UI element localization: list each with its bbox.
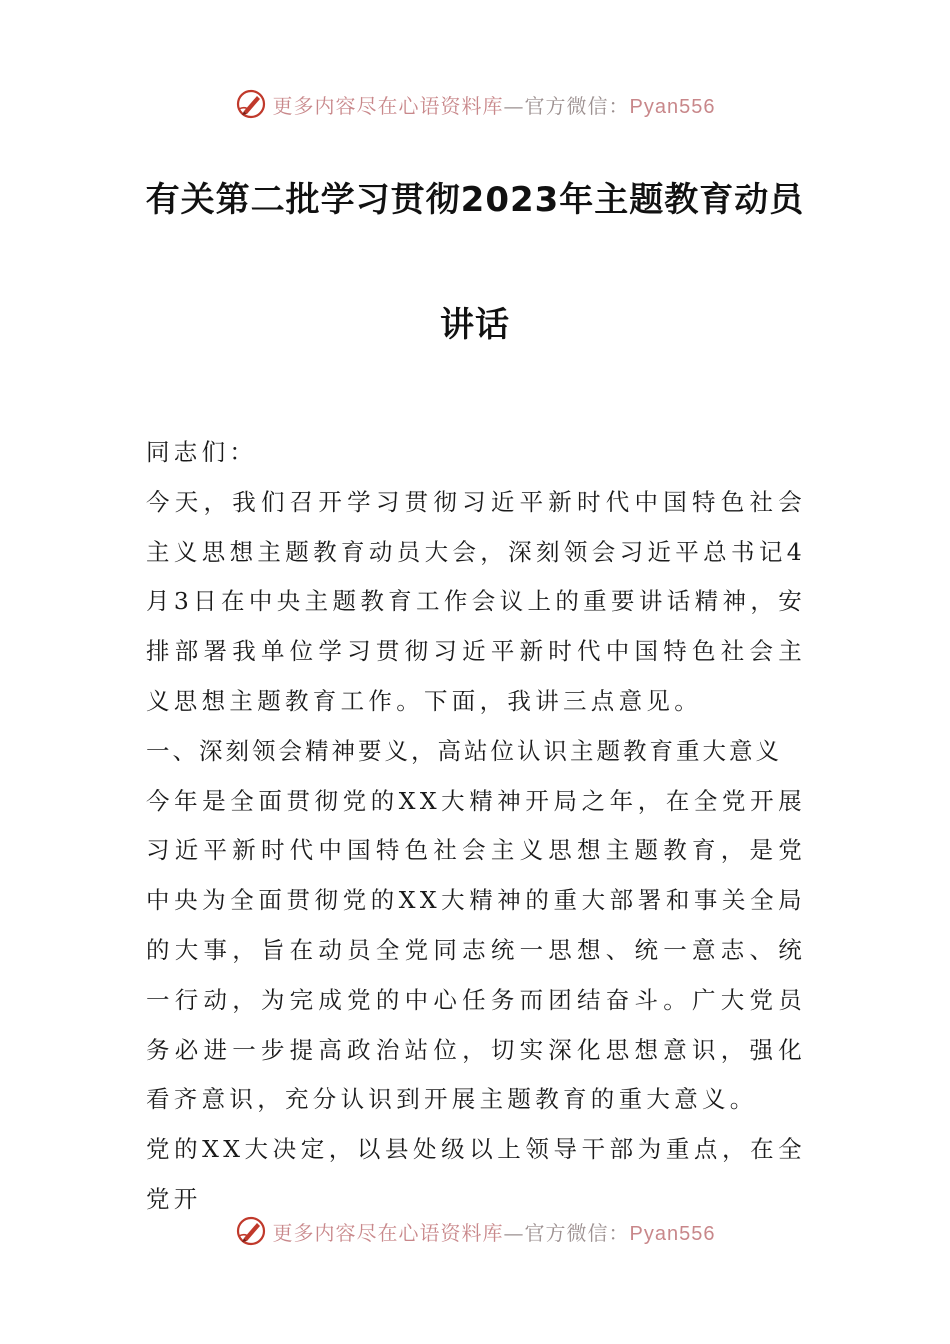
watermark-text (273, 90, 716, 119)
document-title-line-2: 讲话 (440, 305, 510, 345)
watermark-account-id: Pyan556 (629, 95, 716, 118)
body-paragraph: 党的XX大决定，以县处级以上领导干部为重点，在全党开 (146, 1135, 806, 1213)
document-body (146, 428, 806, 1225)
salutation: 同志们： (146, 438, 258, 466)
pen-logo-icon (235, 88, 267, 120)
watermark-banner-bottom (0, 1211, 950, 1251)
watermark-separator: — (503, 93, 525, 118)
watermark-banner-top (0, 84, 950, 124)
watermark-main-text: 更多内容尽在心语资料库 (272, 1220, 504, 1245)
pen-logo-icon (235, 1215, 267, 1247)
section-heading: 一、深刻领会精神要义，高站位认识主题教育重大意义 (146, 736, 782, 765)
watermark-separator: — (503, 1220, 525, 1245)
watermark-official-label: 官方微信： (524, 1220, 630, 1245)
document-title-line-1: 有关第二批学习贯彻2023年主题教育动员 (145, 180, 805, 220)
watermark-official-label: 官方微信： (524, 93, 630, 118)
watermark-account-id: Pyan556 (629, 1222, 716, 1245)
watermark-main-text: 更多内容尽在心语资料库 (272, 93, 504, 118)
watermark-text (273, 1217, 716, 1246)
body-paragraph: 今年是全面贯彻党的XX大精神开局之年，在全党开展习近平新时代中国特色社会主义思想主题教育，是党中央为全面贯彻党的XX大精神的重大部署和事关全局的大事，旨在动员全党同志统一思想、统一意志、统一行动，为完成党的中心任务而团结奋斗。广大党员务必进一步提高政治站位，切实深化思想意识，强化看齐意识，充分认识到开展主题教育的重大意义。 (146, 786, 806, 1114)
body-paragraph: 今天，我们召开学习贯彻习近平新时代中国特色社会主义思想主题教育动员大会，深刻领会习近平总书记4月3日在中央主题教育工作会议上的重要讲话精神，安排部署我单位学习贯彻习近平新时代中国特色社会主义思想主题教育工作。下面，我讲三点意见。 (146, 487, 806, 715)
